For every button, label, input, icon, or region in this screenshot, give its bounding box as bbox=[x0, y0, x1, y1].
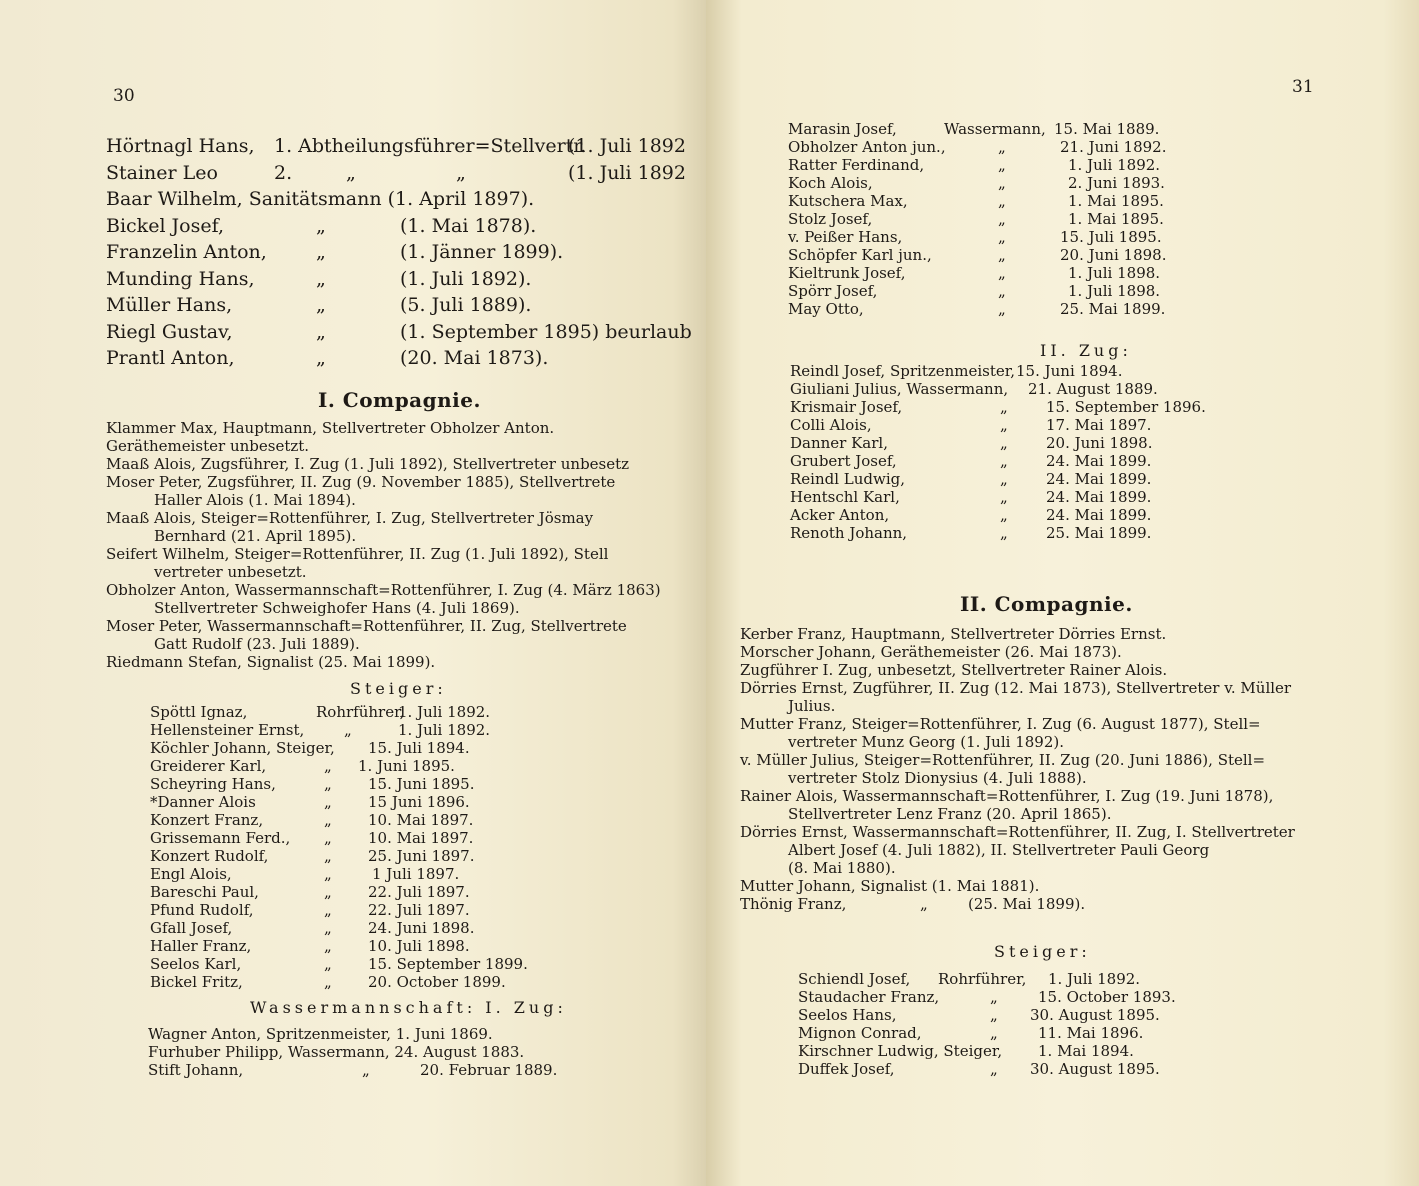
paragraph-line: Mutter Johann, Signalist (1. Mai 1881). bbox=[740, 877, 1040, 895]
compagnie-paragraphs bbox=[106, 419, 706, 671]
list-item: Bareschi Paul, „ 22. Juli 1897. bbox=[150, 883, 470, 901]
list-item: Reindl Ludwig, „ 24. Mai 1899. bbox=[790, 470, 1152, 488]
paragraph-line: Albert Josef (4. Juli 1882), II. Stellvertreter Pauli Georg bbox=[788, 841, 1210, 859]
list-item: Seelos Karl, „ 15. September 1899. bbox=[150, 955, 528, 973]
list-item: Hentschl Karl, „ 24. Mai 1899. bbox=[790, 488, 1152, 506]
list-item: Prantl Anton, „ (20. Mai 1873). bbox=[106, 347, 549, 369]
list-item: Stift Johann, „ 20. Februar 1889. bbox=[148, 1061, 558, 1079]
list-item: Seelos Hans, „ 30. August 1895. bbox=[798, 1006, 1160, 1024]
list-item: Munding Hans, „ (1. Juli 1892). bbox=[106, 267, 532, 290]
section-heading: II. Compagnie. bbox=[960, 592, 1133, 616]
section-heading: I. Compagnie. bbox=[318, 388, 481, 412]
list-item: Hellensteiner Ernst, „ 1. Juli 1892. bbox=[150, 721, 491, 739]
paragraph-line: Geräthemeister unbesetzt. bbox=[106, 437, 310, 455]
steiger-title: Steiger: bbox=[994, 942, 1091, 961]
list-item: Stolz Josef, „ 1. Mai 1895. bbox=[788, 210, 1164, 228]
list-item: Krismair Josef, „ 15. September 1896. bbox=[790, 398, 1206, 416]
list-item: Colli Alois, „ 17. Mai 1897. bbox=[790, 416, 1152, 434]
steiger-title: Steiger: bbox=[350, 679, 447, 698]
steiger-list bbox=[798, 970, 1238, 1078]
list-item: Grissemann Ferd., „ 10. Mai 1897. bbox=[150, 829, 474, 847]
paragraph-line: Moser Peter, Wassermannschaft=Rottenführer, II. Zug, Stellvertrete bbox=[106, 617, 627, 635]
list-item: Spöttl Ignaz, Rohrführer, 1. Juli 1892. bbox=[150, 703, 491, 721]
list-item: Müller Hans, „ (5. Juli 1889). bbox=[106, 294, 532, 316]
list-item: Mignon Conrad, „ 11. Mai 1896. bbox=[798, 1024, 1144, 1042]
paragraph-line: Maaß Alois, Zugsführer, I. Zug (1. Juli 1892), Stellvertreter unbesetz bbox=[106, 455, 630, 473]
compagnie-paragraphs bbox=[740, 625, 1400, 913]
list-item: Reindl Josef, Spritzenmeister, 15. Juni 1894. bbox=[790, 362, 1123, 380]
paragraph-line: Dörries Ernst, Zugführer, II. Zug (12. Mai 1873), Stellvertreter v. Müller bbox=[740, 679, 1292, 697]
list-item: Danner Karl, „ 20. Juni 1898. bbox=[790, 434, 1153, 452]
list-item: Schöpfer Karl jun., „ 20. Juni 1898. bbox=[788, 246, 1167, 264]
list-item: Duffek Josef, „ 30. August 1895. bbox=[798, 1060, 1160, 1078]
list-item: v. Peißer Hans, „ 15. Juli 1895. bbox=[788, 228, 1162, 246]
list-item: Kirschner Ludwig, Steiger, 1. Mai 1894. bbox=[798, 1042, 1134, 1060]
list-item: Bickel Josef, „ (1. Mai 1878). bbox=[106, 214, 537, 237]
paragraph-line: vertreter Munz Georg (1. Juli 1892). bbox=[788, 733, 1064, 751]
paragraph-line: Stellvertreter Lenz Franz (20. April 1865). bbox=[788, 805, 1112, 823]
list-item: Baar Wilhelm, Sanitätsmann (1. April 1897). bbox=[106, 188, 535, 210]
list-item: Ratter Ferdinand, „ 1. Juli 1892. bbox=[788, 156, 1161, 174]
list-item: Renoth Johann, „ 25. Mai 1899. bbox=[790, 524, 1152, 542]
list-item: Köchler Johann, Steiger, 15. Juli 1894. bbox=[150, 739, 470, 757]
page-number: 30 bbox=[113, 86, 135, 106]
officer-list bbox=[106, 134, 706, 373]
list-item: Stainer Leo 2. „ „ (1. Juli 1892 bbox=[106, 161, 686, 184]
steiger-list bbox=[150, 703, 570, 991]
wassermannschaft-title: Wassermannschaft: I. Zug: bbox=[250, 998, 567, 1017]
wassermann-list bbox=[788, 120, 1208, 318]
page-number: 31 bbox=[1292, 77, 1314, 97]
list-item: Kutschera Max, „ 1. Mai 1895. bbox=[788, 192, 1164, 210]
paragraph-line: Dörries Ernst, Wassermannschaft=Rottenführer, II. Zug, I. Stellvertreter bbox=[740, 823, 1295, 841]
list-item: Riegl Gustav, „ (1. September 1895) beurlaub bbox=[106, 320, 692, 343]
paragraph-line: (8. Mai 1880). bbox=[788, 859, 896, 877]
paragraph-line: vertreter unbesetzt. bbox=[154, 563, 307, 581]
left-page bbox=[0, 0, 708, 1186]
wassermannschaft-list bbox=[148, 1025, 588, 1079]
paragraph-line: Haller Alois (1. Mai 1894). bbox=[154, 491, 356, 509]
list-item: Konzert Franz, „ 10. Mai 1897. bbox=[150, 811, 474, 829]
list-item: Greiderer Karl, „ 1. Juni 1895. bbox=[150, 757, 455, 775]
list-item: Franzelin Anton, „ (1. Jänner 1899). bbox=[106, 241, 564, 263]
list-item: Hörtnagl Hans, 1. Abtheilungsführer=Stellvertr. (1. Juli 1892 bbox=[106, 135, 686, 157]
paragraph-line: Mutter Franz, Steiger=Rottenführer, I. Zug (6. August 1877), Stell= bbox=[740, 715, 1261, 733]
paragraph-line: Julius. bbox=[788, 697, 836, 715]
paragraph-line: Rainer Alois, Wassermannschaft=Rottenführer, I. Zug (19. Juni 1878), bbox=[740, 787, 1274, 805]
paragraph-line: vertreter Stolz Dionysius (4. Juli 1888). bbox=[788, 769, 1087, 787]
list-item: Pfund Rudolf, „ 22. Juli 1897. bbox=[150, 901, 470, 919]
list-item: Bickel Fritz, „ 20. October 1899. bbox=[150, 973, 506, 991]
list-item: Koch Alois, „ 2. Juni 1893. bbox=[788, 174, 1165, 192]
list-item: *Danner Alois „ 15 Juni 1896. bbox=[150, 793, 470, 811]
list-item: Marasin Josef, Wassermann, 15. Mai 1889. bbox=[788, 120, 1160, 138]
list-item: Obholzer Anton jun., „ 21. Juni 1892. bbox=[788, 138, 1167, 156]
paragraph-line: Zugführer I. Zug, unbesetzt, Stellvertreter Rainer Alois. bbox=[740, 661, 1168, 679]
list-item: Giuliani Julius, Wassermann, 21. August 1889. bbox=[790, 380, 1158, 398]
paragraph-line: Morscher Johann, Geräthemeister (26. Mai 1873). bbox=[740, 643, 1122, 661]
list-item: Wagner Anton, Spritzenmeister, 1. Juni 1869. bbox=[148, 1025, 493, 1043]
paragraph-line: Obholzer Anton, Wassermannschaft=Rottenführer, I. Zug (4. März 1863) bbox=[106, 581, 661, 599]
list-item: May Otto, „ 25. Mai 1899. bbox=[788, 300, 1166, 318]
list-item: Acker Anton, „ 24. Mai 1899. bbox=[790, 506, 1152, 524]
paragraph-line: Gatt Rudolf (23. Juli 1889). bbox=[154, 635, 360, 653]
paragraph-line: Maaß Alois, Steiger=Rottenführer, I. Zug, Stellvertreter Jösmay bbox=[106, 509, 594, 527]
list-item: Thönig Franz, „ (25. Mai 1899). bbox=[740, 895, 1086, 913]
list-item: Konzert Rudolf, „ 25. Juni 1897. bbox=[150, 847, 475, 865]
paragraph-line: v. Müller Julius, Steiger=Rottenführer, II. Zug (20. Juni 1886), Stell= bbox=[740, 751, 1266, 769]
list-item: Kieltrunk Josef, „ 1. Juli 1898. bbox=[788, 264, 1161, 282]
zug2-list bbox=[790, 362, 1230, 542]
paragraph-line: Moser Peter, Zugsführer, II. Zug (9. November 1885), Stellvertrete bbox=[106, 473, 616, 491]
list-item: Gfall Josef, „ 24. Juni 1898. bbox=[150, 919, 475, 937]
list-item: Engl Alois, „ 1 Juli 1897. bbox=[150, 865, 460, 883]
paragraph-line: Bernhard (21. April 1895). bbox=[154, 527, 357, 545]
paragraph-line: Riedmann Stefan, Signalist (25. Mai 1899). bbox=[106, 653, 436, 671]
list-item: Staudacher Franz, „ 15. October 1893. bbox=[798, 988, 1176, 1006]
paragraph-line: Kerber Franz, Hauptmann, Stellvertreter Dörries Ernst. bbox=[740, 625, 1167, 643]
list-item: Furhuber Philipp, Wassermann, 24. August 1883. bbox=[148, 1043, 525, 1061]
list-item: Haller Franz, „ 10. Juli 1898. bbox=[150, 937, 470, 955]
list-item: Grubert Josef, „ 24. Mai 1899. bbox=[790, 452, 1152, 470]
list-item: Spörr Josef, „ 1. Juli 1898. bbox=[788, 282, 1161, 300]
list-item: Schiendl Josef, Rohrführer, 1. Juli 1892. bbox=[798, 970, 1141, 988]
paragraph-line: Klammer Max, Hauptmann, Stellvertreter Obholzer Anton. bbox=[106, 419, 555, 437]
paragraph-line: Stellvertreter Schweighofer Hans (4. Juli 1869). bbox=[154, 599, 520, 617]
zug-title: II. Zug: bbox=[1040, 341, 1132, 360]
paragraph-line: Seifert Wilhelm, Steiger=Rottenführer, II. Zug (1. Juli 1892), Stell bbox=[106, 545, 609, 563]
list-item: Scheyring Hans, „ 15. Juni 1895. bbox=[150, 775, 475, 793]
right-page bbox=[706, 0, 1419, 1186]
